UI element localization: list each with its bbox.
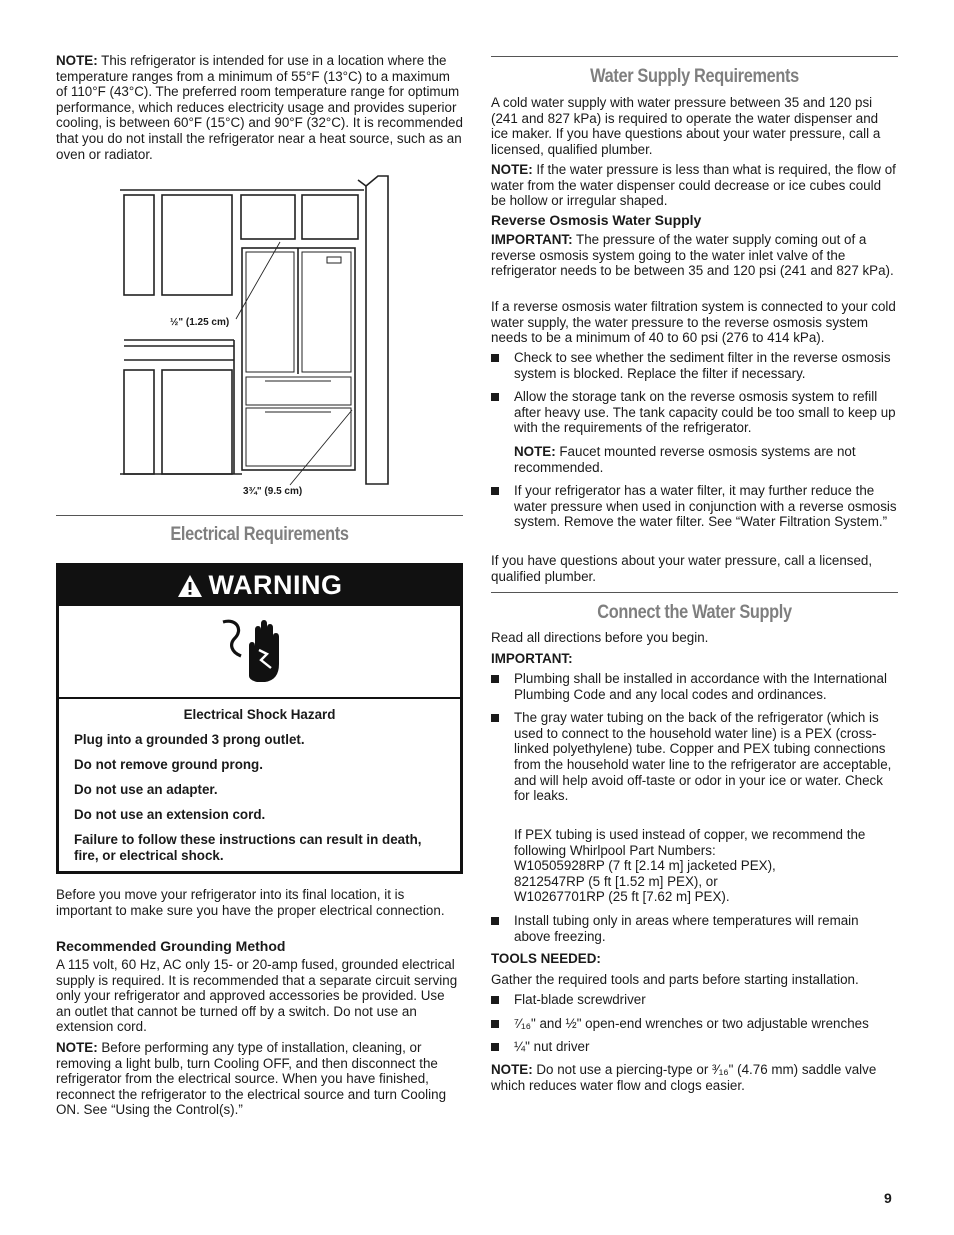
side-panel (366, 176, 388, 484)
freeze-bullet (491, 913, 898, 944)
note-label: NOTE: (491, 1062, 533, 1077)
leader-line-side (290, 410, 352, 485)
install-note: NOTE: Before performing any type of installation, cleaning, or removing a light bulb, turn Cooling OFF, and then disconnect the refrigerator from the electrical source. When you have finished, reconnect the refrigerator to the electrical source and turn Cooling ON. See “Using the Control(s).” (56, 1040, 447, 1118)
note-label: NOTE: (56, 53, 98, 68)
reverse-osmosis-heading: Reverse Osmosis Water Supply (491, 212, 702, 228)
ro-bullet-list (491, 350, 898, 436)
freezer-drawer-bottom (246, 408, 351, 466)
ro-important: IMPORTANT: The pressure of the water supply coming out of a reverse osmosis system going to the water inlet valve of the refrigerator needs to be between 35 and 120 psi (241 and 827 kPa). (491, 232, 894, 279)
warning-line: Plug into a grounded 3 prong outlet. (74, 731, 305, 747)
electrical-heading: Electrical Requirements (170, 524, 349, 545)
lower-cabinet-mid (162, 370, 232, 474)
divider (491, 56, 898, 57)
important-label: IMPORTANT: (491, 232, 573, 247)
pex-part: W10505928RP (7 ft [2.14 m] jacketed PEX), (514, 858, 776, 874)
electric-shock-hand-icon (219, 616, 289, 686)
ro-filter-bullet (491, 483, 898, 530)
side-clearance-label: 3¾" (9.5 cm) (243, 486, 303, 497)
upper-cabinet-left (124, 195, 154, 295)
installation-figure (120, 172, 394, 502)
list-item: If your refrigerator has a water filter, it may further reduce the water pressure when used in conjunction with a reverse osmosis system. Remove the water filter. See “Water Filtration System.” (491, 483, 898, 530)
grounding-heading: Recommended Grounding Method (56, 938, 286, 954)
list-item: Allow the storage tank on the reverse osmosis system to refill after heavy use. The tank capacity could be too small to keep up with the requirements of the refrigerator. (491, 389, 898, 436)
warning-hazard: Electrical Shock Hazard (183, 707, 336, 722)
dispenser (327, 257, 341, 263)
connect-water-heading: Connect the Water Supply (597, 602, 792, 623)
list-item: Install tubing only in areas where temperatures will remain above freezing. (491, 913, 898, 944)
list-item: Check to see whether the sediment filter in the reverse osmosis system is blocked. Replace the filter if necessary. (491, 350, 898, 381)
pex-part: 8212547RP (5 ft [1.52 m] PEX), or (514, 873, 718, 889)
list-item: Plumbing shall be installed in accordance with the International Plumbing Code and any local codes and ordinances. (491, 671, 898, 702)
water-supply-heading: Water Supply Requirements (590, 66, 799, 87)
warning-title: WARNING (208, 570, 343, 601)
warning-consequence: Failure to follow these instructions can result in death, fire, or electrical shock. (74, 831, 422, 863)
upper-cabinet-over-fridge-1 (241, 195, 295, 239)
note-label: NOTE: (514, 444, 556, 459)
warning-line: Do not remove ground prong. (74, 756, 263, 772)
ro-questions: If you have questions about your water pressure, call a licensed, qualified plumber. (491, 553, 873, 584)
read-all-text: Read all directions before you begin. (491, 630, 709, 645)
page-number: 9 (884, 1190, 892, 1206)
warning-triangle-icon (177, 574, 203, 598)
pex-recommendation (514, 827, 898, 905)
saddle-note: NOTE: Do not use a piercing-type or ³⁄₁₆" (4.76 mm) saddle valve which reduces water flow and clogs easier. (491, 1062, 877, 1093)
list-item: ¼" nut driver (491, 1039, 898, 1055)
note-label: NOTE: (491, 162, 533, 177)
grounding-text: A 115 volt, 60 Hz, AC only 15- or 20-amp fused, grounded electrical supply is required. It is recommended that a separate circuit serving only your refrigerator and approved accessories be provided. Use an outlet that cannot be turned off by a switch. Do not use an extension cord. (56, 957, 458, 1035)
connect-bullet-list (491, 671, 898, 804)
tools-list (491, 992, 898, 1055)
divider (56, 515, 463, 516)
warning-line: Do not use an adapter. (74, 781, 218, 797)
tools-heading: TOOLS NEEDED: (491, 951, 601, 966)
warning-line: Do not use an extension cord. (74, 806, 266, 822)
pex-intro: If PEX tubing is used instead of copper, we recommend the following Whirlpool Part Numbers: (514, 827, 866, 858)
divider (491, 592, 898, 593)
list-item: The gray water tubing on the back of the refrigerator (which is used to connect to the household water line) is a PEX (cross-linked polyethylene) tube. Copper and PEX tubing connections from the household water line to the refrigerator are acceptable, and will help avoid off-taste or odor in your ice or water. Check for leaks. (491, 710, 898, 804)
pex-part: W10267701RP (25 ft [7.62 m] PEX). (514, 889, 730, 905)
ro-text: If a reverse osmosis water filtration system is connected to your cold water supply, the water pressure to the reverse osmosis system needs to be a minimum of 40 to 60 psi (276 to 414 kPa). (491, 299, 896, 346)
list-item: Flat-blade screwdriver (491, 992, 898, 1008)
upper-cabinet-over-fridge-2 (302, 195, 358, 239)
upper-cabinet-mid (162, 195, 232, 295)
note-label: NOTE: (56, 1040, 98, 1055)
faucet-note: NOTE: Faucet mounted reverse osmosis systems are not recommended. (514, 444, 856, 475)
warning-pictogram-area (59, 606, 460, 699)
pressure-note: NOTE: If the water pressure is less than what is required, the flow of water from the water dispenser could decrease or ice cubes could be hollow or irregular shaped. (491, 162, 896, 209)
warning-box (56, 563, 463, 874)
water-intro: A cold water supply with water pressure between 35 and 120 psi (241 and 827 kPa) is required to operate the water dispenser and ice maker. If you have questions about your water pressure, call a licensed, qualified plumber. (491, 95, 881, 157)
list-item: ⁷⁄₁₆" and ½" open-end wrenches or two adjustable wrenches (491, 1016, 898, 1032)
tools-intro: Gather the required tools and parts before starting installation. (491, 972, 859, 987)
important-label: IMPORTANT: (491, 651, 573, 666)
lower-cabinet-left (124, 370, 154, 474)
temperature-note: NOTE: This refrigerator is intended for use in a location where the temperature ranges from a minimum of 55°F (13°C) to a maximum of 110°F (43°C). The preferred room temperature range for optimum performance, which reduces electricity usage and provides superior cooling, is between 60°F (15°C) and 90°F (32°C). It is recommended that you do not install the refrigerator near a heat source, such as an oven or radiator. (56, 53, 463, 162)
top-clearance-label: ½" (1.25 cm) (170, 317, 230, 328)
warning-header (59, 566, 460, 606)
before-move-text: Before you move your refrigerator into its final location, it is important to make sure you have the proper electrical connection. (56, 887, 445, 918)
